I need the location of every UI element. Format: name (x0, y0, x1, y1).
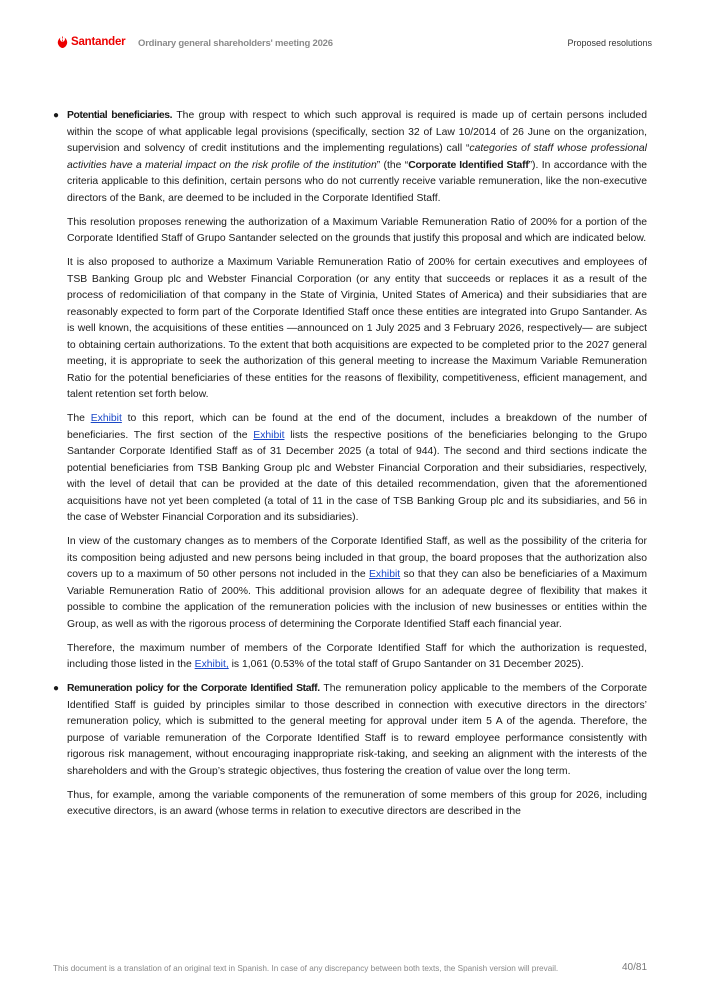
page-header (0, 0, 709, 60)
paragraph (67, 411, 647, 527)
paragraph (67, 641, 647, 674)
paragraph-text: is 1,061 (0.53% of the total staff of Grupo Santander on 31 December 2025). (228, 659, 584, 670)
paragraph (67, 534, 647, 633)
translation-disclaimer: This document is a translation of an original text in Spanish. In case of any discrepancy between both texts, the Spanish version will prevail. (53, 964, 559, 973)
santander-flame-icon (57, 36, 68, 48)
quoted-definition: categories of staff whose professional activities have a material impact on the risk profile of the institution (67, 143, 647, 171)
paragraph-text: lists the respective positions of the beneficiaries belonging to the Grupo Santander Corporate Identified Staff as of 31 December 2025 (a total of 944). The second and third sections indicate the potential beneficiaries from TSB Banking Group plc and Webster Financial Corporation and their subsidiaries, respectively, with the level of detail that can be provided at the date of this detailed recommendation, given that the aforementioned acquisitions have not yet been completed (a total of 11 in the case of TSB Banking Group plc and its subsidiaries, and 56 in the case of Webster Financial Corporation and its subsidiaries). (67, 429, 648, 523)
paragraph: Thus, for example, among the variable components of the remuneration of some members of this group for 2026, including executive directors, is an award (whose terms in relation to executive directors are described in the (67, 789, 647, 817)
paragraph-text: Therefore, the maximum number of members of the Corporate Identified Staff for which the authorization is requested, including those listed in the (67, 642, 647, 670)
bullet-icon: ● (53, 683, 60, 694)
bullet-icon: ● (53, 110, 60, 121)
page-number: 40/81 (622, 962, 648, 973)
exhibit-link[interactable]: Exhibit (369, 569, 401, 580)
paragraph-text: ”). In accordance with the criteria applicable to this definition, certain persons who do not currently receive variable remuneration, like the non-executive directors of the Bank, are deemed to be included in the Corporate Identified Staff. (67, 159, 647, 204)
santander-logo (57, 36, 125, 48)
paragraph-text: The group with respect to which such approval is required is made up of certain persons included within the scope of what applicable legal provisions (specifically, section 32 of Law 10/2014 of 26 June on the organization, supervision and solvency of credit institutions and the implementing regulations) call “ (67, 110, 647, 154)
section-label: Proposed resolutions (567, 38, 652, 48)
bullet-remuneration-policy (53, 681, 647, 780)
paragraph: It is also proposed to authorize a Maximum Variable Remuneration Ratio of 200% for certain executives and employees of TSB Banking Group plc and Webster Financial Corporation (or any entity that succeeds or replaces it as a result of the process of redomiciliation of that company in the State of Virginia, United States of America) and their subsidiaries that are reasonably expected to form part of the Corporate Identified Staff once these entities are integrated into Grupo Santander. As is well known, the acquisitions of these entities —announced on 1 July 2025 and 3 February 2026, respectively— are subject to obtaining certain authorizations. To the extent that both acquisitions are expected to be completed prior to the 2027 general meeting, it is appropriate to seek the authorization of this general meeting to increase the Maximum Variable Remuneration Ratio for the potential beneficiaries of these entities for the reasons of flexibility, competitiveness, efficient management, and talent retention set forth below. (67, 257, 647, 400)
bullet-heading: Remuneration policy for the Corporate Identified Staff. (67, 683, 320, 694)
bullet-potential-beneficiaries (53, 108, 647, 207)
exhibit-link[interactable]: Exhibit (90, 413, 122, 424)
exhibit-link[interactable]: Exhibit (253, 429, 285, 441)
paragraph-text: In view of the customary changes as to members of the Corporate Identified Staff, as well as the possibility of the criteria for its composition being adjusted and new persons being included in that group, the board proposes that the authorization also covers up to a maximum of 50 other persons not included in the (67, 536, 647, 580)
paragraph-text: ” (the “ (376, 159, 409, 171)
paragraph: This resolution proposes renewing the authorization of a Maximum Variable Remuneration Ratio of 200% for a portion of the Corporate Identified Staff of Grupo Santander selected on the grounds that justify this proposal and which are indicated below. (67, 216, 647, 244)
document-body (53, 108, 648, 828)
bullet-heading: Potential beneficiaries. (67, 110, 173, 121)
paragraph-text: The remuneration policy applicable to the members of the Corporate Identified Staff is guided by principles similar to those described in connection with executive directors in the directors’ remuneration policy, which is submitted to the general meeting for approval under item 5 A of the agenda. Therefore, the purpose of variable remuneration of the Corporate Identified Staff is to reward employee performance consistently with rigorous risk management, without encouraging inappropriate risk-taking, and seeking an alignment with the interests of the shareholders and with the Group’s strategic objectives, thus fostering the creation of value over the long term. (67, 683, 647, 777)
paragraph-text: The (67, 413, 91, 424)
paragraph-text: to this report, which can be found at the end of the document, includes a breakdown of the number of beneficiaries. The first section of the (67, 413, 647, 441)
exhibit-link[interactable]: Exhibit, (194, 659, 229, 670)
defined-term: Corporate Identified Staff (408, 159, 529, 171)
paragraph-text: so that they can also be beneficiaries of a Maximum Variable Remuneration Ratio of 200%. This additional provision allows for an adequate degree of flexibility that makes it possible to combine the application of the remuneration policies with the inclusion of new businesses or entities within the Group, as well as with the rigorous process of determining the Corporate Identified Staff each financial year. (67, 569, 648, 630)
document-title: Ordinary general shareholders' meeting 2026 (138, 38, 333, 49)
brand-name: Santander (71, 36, 126, 48)
